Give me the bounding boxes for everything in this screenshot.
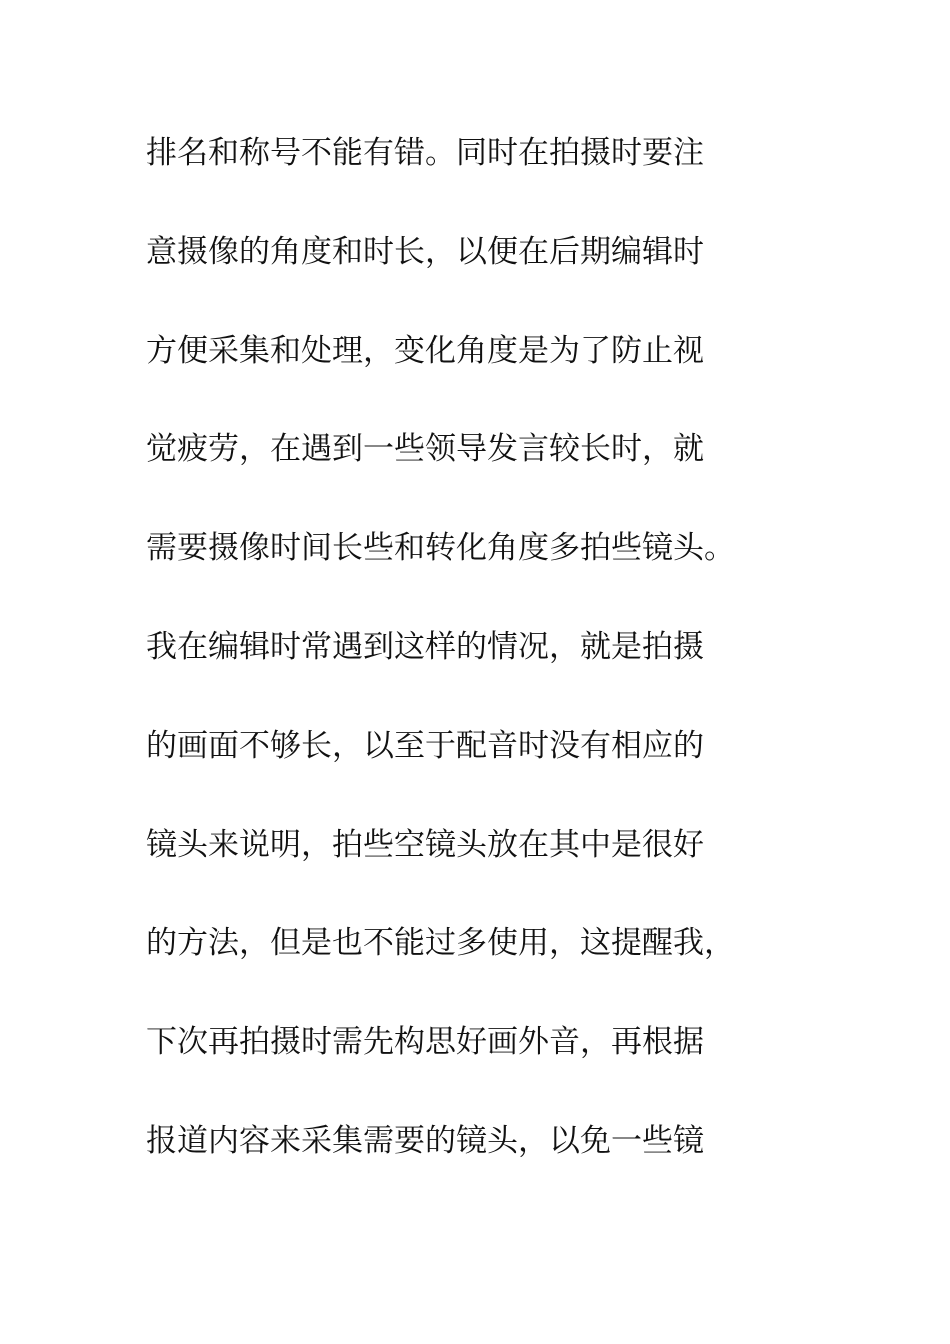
text-line: 镜头来说明，拍些空镜头放在其中是很好 — [146, 826, 704, 863]
text-line: 觉疲劳，在遇到一些领导发言较长时，就 — [146, 431, 704, 468]
text-line: 我在编辑时常遇到这样的情况，就是拍摄 — [146, 628, 704, 665]
text-line: 下次再拍摄时需先构思好画外音，再根据 — [146, 1024, 704, 1061]
text-line: 的画面不够长，以至于配音时没有相应的 — [146, 727, 704, 764]
text-line: 报道内容来采集需要的镜头，以免一些镜 — [146, 1122, 704, 1159]
text-line: 方便采集和处理，变化角度是为了防止视 — [146, 332, 704, 369]
text-line: 意摄像的角度和时长，以便在后期编辑时 — [146, 233, 704, 270]
text-line: 的方法，但是也不能过多使用，这提醒我， — [146, 925, 735, 962]
body-text — [146, 128, 826, 1215]
text-line: 需要摄像时间长些和转化角度多拍些镜头。 — [146, 530, 735, 567]
text-line: 排名和称号不能有错。同时在拍摄时要注 — [146, 135, 704, 171]
